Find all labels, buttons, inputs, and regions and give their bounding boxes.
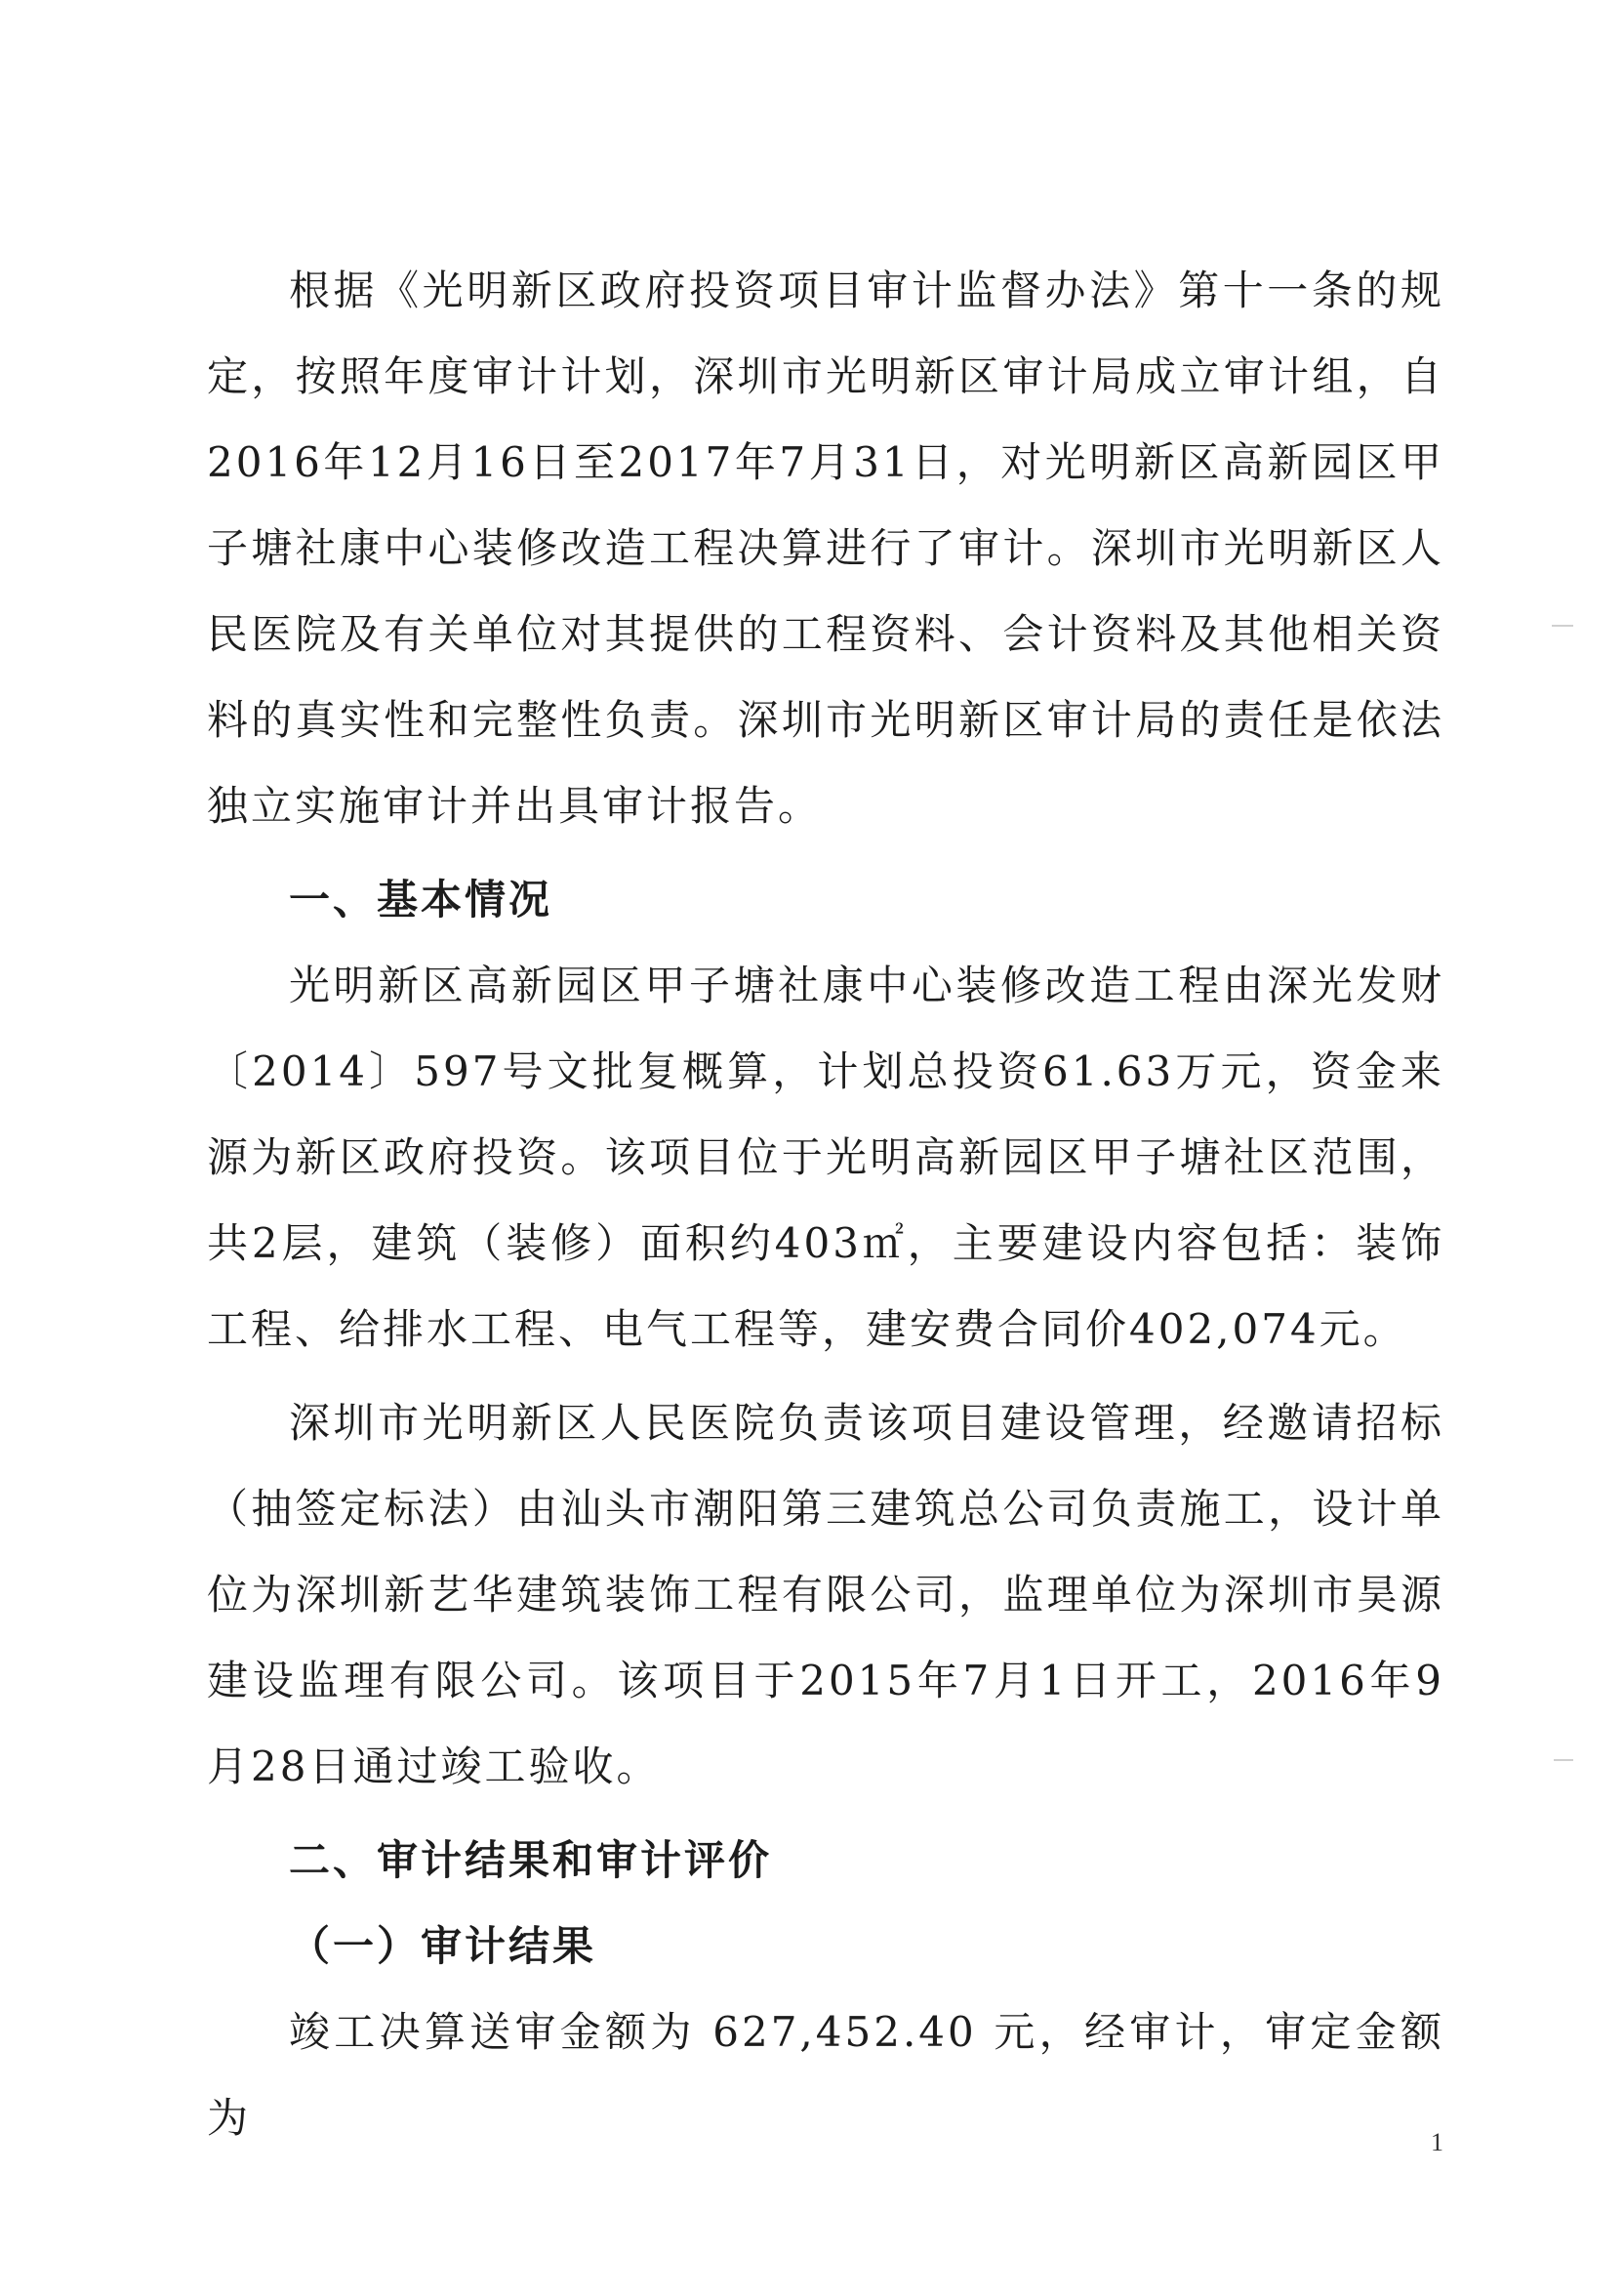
subsection-heading-audit-result: （一）审计结果 (289, 1922, 597, 1970)
section-heading-basic-info: 一、基本情况 (289, 876, 553, 923)
scan-mark (1552, 625, 1573, 627)
intro-paragraph: 根据《光明新区政府投资项目审计监督办法》第十一条的规定，按照年度审计计划，深圳市光明新区审计局成立审计组，自2016年12月16日至2017年7月31日，对光明新区高新园区甲子塘社康中心装修改造工程决算进行了审计。深圳市光明新区人民医院及有关单位对其提供的工程资料、会计资料及其他相关资料的真实性和完整性负责。深圳市光明新区审计局的责任是依法独立实施审计并出具审计报告。 (207, 266, 1444, 830)
document-body (207, 248, 1444, 2161)
basic-info-paragraph-1: 光明新区高新园区甲子塘社康中心装修改造工程由深光发财〔2014〕597号文批复概算，计划总投资61.63万元，资金来源为新区政府投资。该项目位于光明高新园区甲子塘社区范围，共2层，建筑（装修）面积约403㎡，主要建设内容包括：装饰工程、给排水工程、电气工程等，建安费合同价402,074元。 (207, 962, 1444, 1353)
basic-info-paragraph-2: 深圳市光明新区人民医院负责该项目建设管理，经邀请招标（抽签定标法）由汕头市潮阳第三建筑总公司负责施工，设计单位为深圳新艺华建筑装饰工程有限公司，监理单位为深圳市昊源建设监理有限公司。该项目于2015年7月1日开工，2016年9月28日通过竣工验收。 (207, 1399, 1444, 1790)
audit-result-paragraph: 竣工决算送审金额为 627,452.40 元，经审计，审定金额为 (207, 2008, 1444, 2142)
section-heading-audit-results: 二、审计结果和审计评价 (289, 1836, 773, 1884)
page-number: 1 (1431, 2128, 1443, 2156)
scan-mark (1554, 1759, 1573, 1761)
